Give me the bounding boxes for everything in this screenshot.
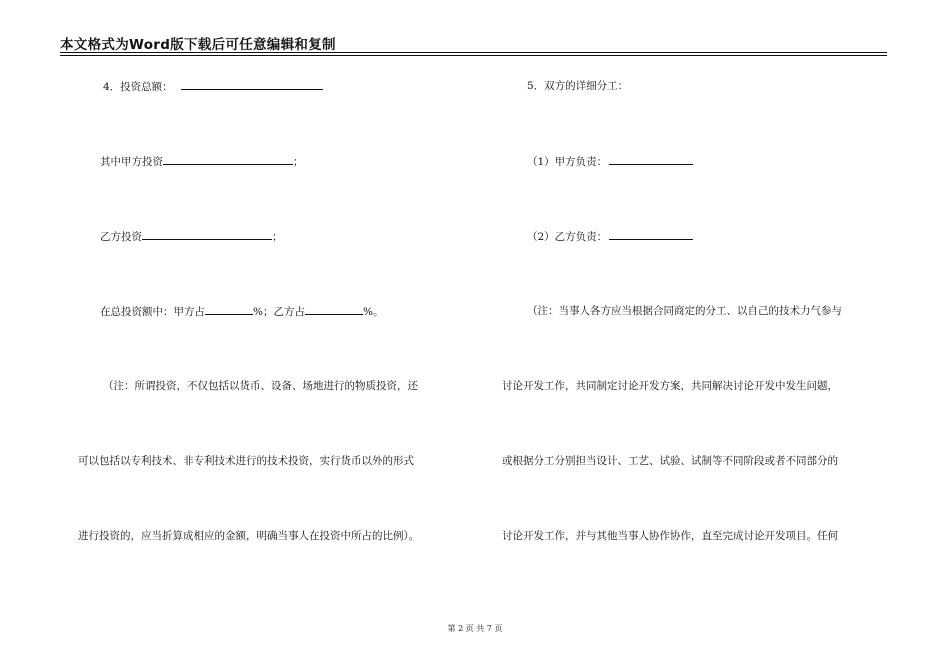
party-a-duty-line (527, 154, 693, 169)
party-a-ratio-blank (205, 304, 253, 315)
party-a-investment-suffix: ； (293, 156, 304, 168)
party-b-ratio-blank (305, 304, 363, 315)
party-b-investment-label: 乙方投资 (100, 231, 142, 243)
ratio-text-1: 在总投资额中：甲方占 (100, 306, 205, 318)
right-note-line-3: 或根据分工分别担当设计、工艺、试验、试制等不同阶段或者不同部分的 (502, 455, 838, 467)
header-rule-top (60, 52, 887, 53)
left-note-line-2: 可以包括以专利技术、非专利技术进行的技术投资，实行货币以外的形式 (78, 455, 414, 467)
party-b-duty-blank (609, 229, 693, 240)
left-note-line-3: 进行投资的，应当折算成相应的金额，明确当事人在投资中所占的比例）。 (78, 530, 420, 542)
ratio-text-3: %。 (362, 306, 384, 318)
left-note-line-1: （注：所谓投资，不仅包括以货币、设备、场地进行的物质投资，还 (103, 380, 418, 392)
header-rule-bottom (60, 55, 887, 56)
right-note-line-1: （注：当事人各方应当根据合同商定的分工、以自己的技术力气参与 (527, 305, 842, 317)
party-b-duty-label: （2）乙方负责： (527, 231, 608, 243)
ratio-text-2: %；乙方占 (253, 306, 305, 318)
party-a-investment-line (100, 154, 304, 169)
party-a-duty-label: （1）甲方负责： (527, 156, 608, 168)
party-b-investment-blank (142, 229, 272, 240)
item-4-line (103, 79, 323, 94)
party-a-investment-label: 其中甲方投资 (100, 156, 163, 168)
total-investment-blank (181, 79, 323, 90)
party-b-investment-line (100, 229, 283, 244)
page-number: 第 2 页 共 7 页 (447, 624, 503, 633)
item-4-label: 4．投资总额： (103, 81, 173, 93)
right-note-line-2: 讨论开发工作，共同制定讨论开发方案，共同解决讨论开发中发生问题， (502, 380, 838, 392)
item-5-label: 5．双方的详细分工： (527, 80, 629, 92)
party-a-duty-blank (609, 154, 693, 165)
party-b-duty-line (527, 229, 693, 244)
party-b-investment-suffix: ； (272, 231, 283, 243)
investment-ratio-line (100, 304, 383, 319)
party-a-investment-blank (163, 154, 293, 165)
document-header: 本文格式为Word版下载后可任意编辑和复制 (60, 37, 336, 53)
right-note-line-4: 讨论开发工作，并与其他当事人协作协作，直至完成讨论开发项目。任何 (502, 530, 838, 542)
